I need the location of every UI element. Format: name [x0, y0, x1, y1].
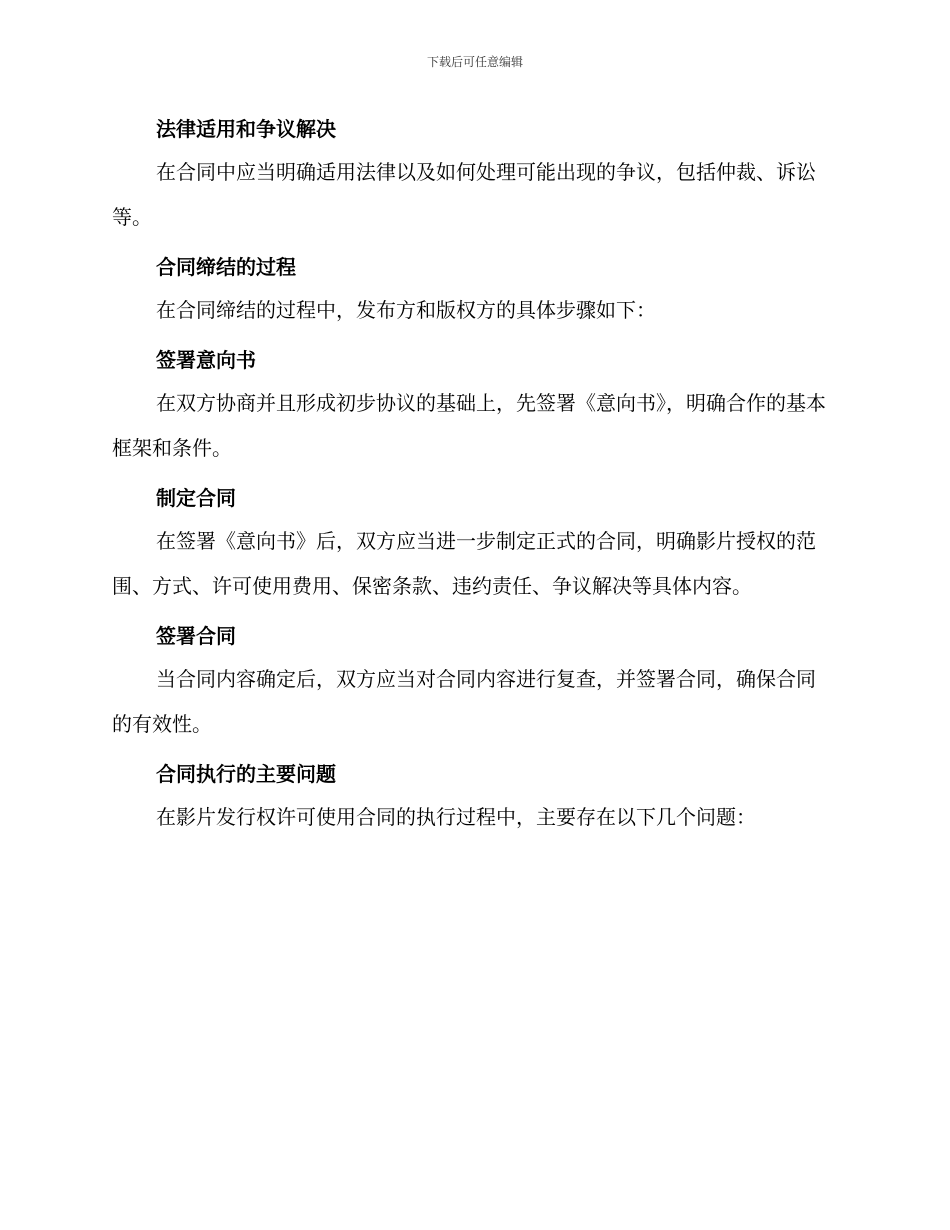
- section-heading-draft-contract: 制定合同: [156, 486, 236, 510]
- section-heading-law: 法律适用和争议解决: [156, 117, 336, 141]
- section-heading-process: 合同缔结的过程: [156, 255, 296, 279]
- page-header: 下载后可任意编辑: [426, 55, 523, 69]
- section-heading-execution-issues: 合同执行的主要问题: [156, 762, 336, 786]
- document-body: [112, 110, 834, 848]
- section-heading-letter-of-intent: 签署意向书: [156, 348, 256, 372]
- paragraph-execution-issues: 在影片发行权许可使用合同的执行过程中，主要存在以下几个问题：: [156, 805, 756, 829]
- paragraph-process: 在合同缔结的过程中，发布方和版权方的具体步骤如下：: [156, 298, 656, 322]
- paragraph-law: 在合同中应当明确适用法律以及如何处理可能出现的争议，包括仲裁、诉讼等。: [112, 160, 816, 229]
- paragraph-sign-contract: 当合同内容确定后，双方应当对合同内容进行复查，并签署合同，确保合同的有效性。: [112, 667, 816, 736]
- paragraph-letter-of-intent: 在双方协商并且形成初步协议的基础上，先签署《意向书》，明确合作的基本框架和条件。: [112, 391, 826, 460]
- section-heading-sign-contract: 签署合同: [156, 624, 236, 648]
- paragraph-draft-contract: 在签署《意向书》后，双方应当进一步制定正式的合同，明确影片授权的范围、方式、许可使用费用、保密条款、违约责任、争议解决等具体内容。: [112, 529, 816, 598]
